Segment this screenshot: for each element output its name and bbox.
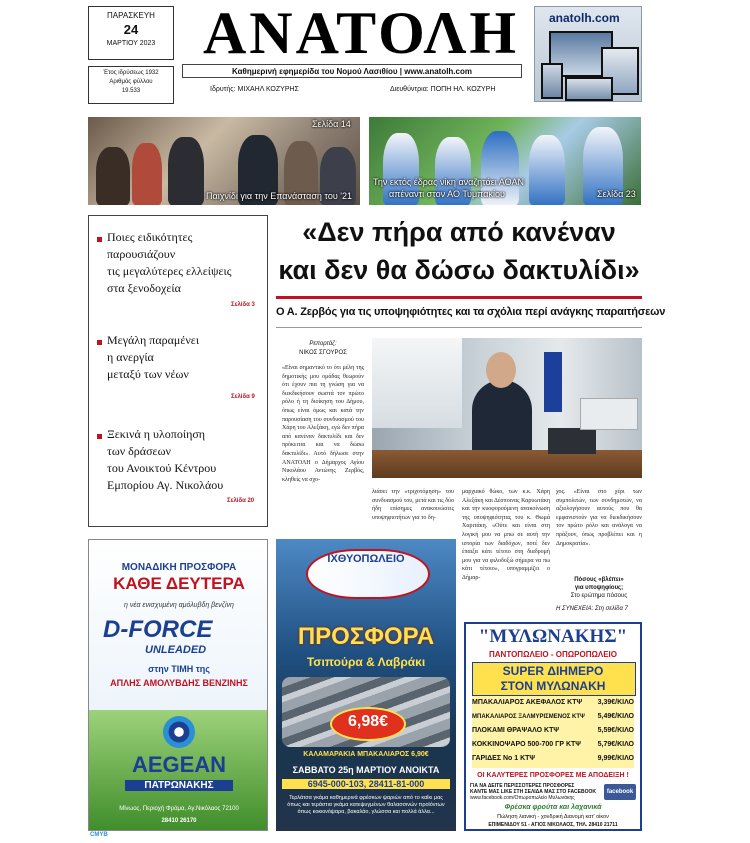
- ad-right-title: "ΜΥΛΩΝΑΚΗΣ": [478, 626, 628, 647]
- price-row-2-price: 5,49€/ΚΙΛΟ: [597, 713, 634, 720]
- ad-right-fresh: Φρέσκα φρούτα και λαχανικά: [504, 804, 602, 811]
- ad-right-sub: ΠΑΝΤΟΠΩΛΕΙΟ - ΟΠΩΡΟΠΩΛΕΙΟ: [489, 650, 617, 659]
- sidebar-story-1-line-2[interactable]: παρουσιάζουν: [107, 247, 176, 261]
- sidebar-story-2-line-1[interactable]: Μεγάλη παραμένει: [107, 333, 200, 347]
- main-headline-line-2: και δεν θα δώσω δακτυλίδι»: [278, 255, 640, 285]
- ad-fish-shop[interactable]: [276, 539, 456, 831]
- cmyb-marker: [90, 832, 108, 838]
- laptop-graphic: [565, 77, 613, 101]
- ad-left-address: Μίνωος, Περιοχή Φράμα, Αγ.Νικόλαος 72100: [119, 806, 239, 812]
- sidebar-story-1-line-4[interactable]: στα ξενοδοχεία: [107, 281, 181, 295]
- cmyb-text: CMYB: [90, 832, 108, 838]
- price-row-2: [472, 713, 634, 726]
- photo-right-page: Σελίδα 23: [597, 189, 636, 199]
- main-headline[interactable]: [276, 213, 642, 293]
- subhead-divider: [276, 327, 642, 328]
- side-question-line-2: για υποψηφίους;: [574, 585, 624, 591]
- ad-mid-price: 6,98€: [347, 713, 389, 730]
- price-row-1-price: 3,39€/ΚΙΛΟ: [597, 699, 634, 706]
- continued-link[interactable]: Η ΣΥΝΕΧΕΙΑ: Στη σελίδα 7: [556, 606, 628, 612]
- ad-right-address: ΕΠΙΜΕΝΙΔΟΥ 51 - ΑΓΙΟΣ ΝΙΚΟΛΑΟΣ, ΤΗΛ. 28410 21711: [488, 822, 618, 828]
- price-row-3: [472, 727, 634, 740]
- issue-label: Αριθμός φύλλου: [109, 79, 153, 85]
- sidebar-story-1-line-1[interactable]: Ποιες ειδικότητες: [107, 230, 193, 244]
- sidebar-story-3-line-2[interactable]: των δράσεων: [107, 444, 171, 458]
- ad-right-slogan: ΟΙ ΚΑΛΥΤΕΡΕΣ ΠΡΟΣΦΟΡΕΣ ΜΕ ΑΠΟΔΕΙΞΗ !: [477, 772, 629, 779]
- article-column-4: χος. «Είναι στο χέρι των συμπολιτών, των συνδημοτών, να αξιολογήσουν αυτούς που θα εμφανιστούν για να διεκδικήσουν τον πρώτο ρόλο και ανάλογα να πράξουν, όπως προβλέπει και η Δημοκρατία».: [556, 489, 642, 547]
- photo-left-page: Σελίδα 14: [312, 119, 351, 129]
- article-subhead: Ο Α. Ζερβός για τις υποψηφιότητες και τα σχόλια περί ανάγκης παραιτήσεων: [276, 306, 666, 318]
- ad-right-delivery: Πώληση λιανική - χονδρική Διανομή κατ' οίκον: [497, 814, 609, 820]
- weekday: ΠΑΡΑΣΚΕΥΗ: [107, 11, 155, 20]
- ad-mid-saturday: ΣΑΒΒΑΤΟ 25η ΜΑΡΤΙΟΥ ΑΝΟΙΚΤΑ: [292, 765, 440, 775]
- main-headline-line-1: «Δεν πήρα από κανέναν: [302, 217, 616, 247]
- photo-flag: [544, 352, 562, 412]
- price-row-2-name: ΜΠΑΚΑΛΙΑΡΟΣ ΞΑΛΜΥΡΙΣΜΕΝΟΣ ΚΤΨ: [472, 714, 585, 720]
- photo-left-caption: Παιχνίδι για την Επανάσταση του '21: [206, 191, 353, 201]
- day-number: 24: [123, 22, 139, 37]
- ad-right-banner-2: ΣΤΟΝ ΜΥΛΩΝΑΚΗ: [500, 679, 606, 693]
- bullet-icon: [97, 434, 102, 439]
- price-row-4-name: ΚΟΚΚΙΝΟΨΑΡΟ 500-700 ΓΡ ΚΤΨ: [472, 741, 581, 748]
- sidebar-story-2-line-2[interactable]: η ανεργία: [107, 350, 154, 364]
- month-year: ΜΑΡΤΙΟΥ 2023: [106, 40, 156, 47]
- price-row-4: [472, 741, 634, 754]
- price-row-4-price: 5,79€/ΚΙΛΟ: [597, 741, 634, 748]
- photo-person-head: [486, 352, 516, 388]
- newspaper-subtitle: Καθημερινή εφημερίδα του Νομού Λασιθίου | www.anatolh.com: [182, 64, 522, 78]
- price-row-3-name: ΠΛΟΚΑΜΙ ΘΡΑΨΑΛΟ ΚΤΨ: [472, 727, 560, 734]
- sidebar-story-2-line-3[interactable]: μεταξύ των νέων: [107, 367, 189, 381]
- sidebar-box: [88, 215, 268, 527]
- photo-person-body: [472, 380, 532, 460]
- price-row-1: [472, 699, 634, 712]
- ad-left-logo: AEGEAN: [131, 752, 227, 777]
- photo-right-caption-1: Την εκτός έδρας νίκη αναζητάει ΑΟΑΝ: [373, 177, 524, 187]
- article-column-3: μαρχιακό θώκο, των κ.κ. Χάρη Αλεξάκη και Δέσποινας Καρυωτάκη και την κυοφορούμενη ανακοίνωση της υποψηφιότητας του κ. Θωμά Χαριτάκη. «Ούτε και είναι στη λογική μου να μπω σε αυτή την ιστορία των διαδόχων, ποτέ δεν έπαιξα κάτι τέτοιο στη διαδρομή μου για να φιλοδοξώ σήμερα να πω κάτι τέτοιο», υπογραμμίζει ο Δήμαρ-: [462, 489, 550, 581]
- issue-number: 19.533: [121, 88, 141, 94]
- ad-mid-promo-line: ΚΑΛΑΜΑΡΑΚΙΑ ΜΠΑΚΑΛΙΑΡΟΣ 6,90€: [303, 751, 429, 758]
- ad-mid-phones: 6945-000-103, 28411-81-000: [282, 779, 450, 789]
- photo-figure: [529, 135, 565, 205]
- photo-figure: [132, 143, 162, 205]
- price-row-3-price: 5,59€/ΚΙΛΟ: [597, 727, 634, 734]
- founded-year: Έτος ιδρύσεως 1932: [103, 70, 159, 76]
- sidebar-story-3-line-4[interactable]: Εμπορίου Αγ. Νικολάου: [107, 478, 224, 492]
- ad-left-line-4: στην ΤΙΜΗ της: [148, 664, 210, 674]
- phone-graphic: [541, 63, 563, 99]
- ad-left-line-2: ΚΑΘΕ ΔΕΥΤΕΡΑ: [113, 574, 245, 593]
- side-question-line-3: Στο ερώτημα πόσους: [570, 593, 628, 599]
- ad-mid-fine-print: Τερλάτσα γκάμα καθημερινά φρέσκων ψαριών από το καΐκι μας όπως και τεράστια γκάμα κατεψυγμένων θαλασσινών προϊόντων όπως κοκκινόψαρα, βακαλάο, γλώσσα και πολλά άλλα...: [287, 795, 445, 815]
- photo-revolution-game[interactable]: [88, 117, 360, 205]
- ad-mid-shop: ΙΧΘΥΟΠΩΛΕΙΟ: [327, 553, 405, 565]
- ad-right-fb-url[interactable]: www.facebook.com/Οπωροπωλείο Μυλωνάκης: [470, 795, 575, 801]
- ad-mylonakis-grocery[interactable]: [464, 622, 642, 831]
- ad-right-banner-1: SUPER ΔΙΗΜΕΡΟ: [502, 664, 604, 678]
- price-row-5: [472, 755, 634, 768]
- side-question-line-1: Πόσους «βλέπει»: [574, 577, 624, 583]
- bullet-icon: [97, 340, 102, 345]
- ad-left-phone: 28410 26170: [161, 818, 197, 824]
- ad-left-line-3: η νέα ενισχυμένη αμόλυβδη βενζίνη: [124, 602, 234, 609]
- ad-right-fb-note-1: ΓΙΑ ΝΑ ΔΕΙΤΕ ΠΕΡΙΣΣΟΤΕΡΕΣ ΠΡΟΣΦΟΡΕΣ: [470, 783, 575, 789]
- director-line: Διευθύντρια: ΠΟΠΗ ΗΛ. ΚΟΖΥΡΗ: [390, 86, 496, 93]
- reporter-credit: [282, 340, 364, 358]
- ad-mid-fish: Τσιπούρα & Λαβράκι: [306, 655, 426, 669]
- reporter-label: Ρεπορτάζ:: [309, 341, 337, 347]
- ad-aegean-fuel[interactable]: [88, 539, 268, 831]
- photo-football-team[interactable]: [369, 117, 641, 205]
- photo-laptop: [548, 428, 596, 454]
- article-column-2: λιάσει την «τριχοτόμηση» του συνδυασμού του, μετά και τις δύο ήδη επίσημες ανακοινώσεις υποψηφιοτήτων για το δη-: [372, 489, 454, 521]
- photo-window: [372, 338, 462, 428]
- mayor-photo[interactable]: [372, 338, 642, 478]
- sidebar-story-3-page: Σελίδα 20: [227, 498, 255, 504]
- website-promo[interactable]: [534, 6, 642, 102]
- photo-figure: [96, 147, 130, 205]
- sidebar-story-2-page: Σελίδα 9: [231, 394, 255, 400]
- reporter-name: ΝΙΚΟΣ ΣΓΟΥΡΟΣ: [299, 350, 347, 356]
- ad-left-line-1: ΜΟΝΑΔΙΚΗ ΠΡΟΣΦΟΡΑ: [121, 562, 237, 573]
- ad-mid-offer: ΠΡΟΣΦΟΡΑ: [297, 623, 435, 650]
- ad-left-owner: ΠΑΤΡΩΝΑΚΗΣ: [125, 780, 233, 791]
- photo-right-caption-2: απέναντι στον ΑΟ Τυμπακίου: [389, 189, 505, 199]
- date-box: [88, 6, 174, 60]
- bullet-icon: [97, 237, 102, 242]
- ad-left-brand: D-FORCE: [103, 616, 213, 643]
- price-row-5-name: ΓΑΡΙΔΕΣ No 1 ΚΤΨ: [472, 755, 536, 762]
- ad-right-fb-note-2: ΚΑΝΤΕ ΜΑΣ LIKE ΣΤΗ ΣΕΛΙΔΑ ΜΑΣ ΣΤΟ FACEBOOK: [470, 789, 597, 795]
- side-question: [556, 576, 642, 600]
- facebook-icon[interactable]: facebook: [604, 784, 636, 800]
- aegean-logo-icon: [163, 716, 195, 748]
- article-column-1: «Είναι σημαντικό το ότι μέλη της δημοτικής μου ομάδας θεωρούν ότι έχουν πια τη γνώση για να διεκδικήσουν σωστά τον πρώτο ρόλο ή τη διοίκηση του Δήμου, όπως είναι όμως και κατά την παρουσίαση του συνδυασμού του Χάρη του Αλεξάκη, εγώ δεν πήρα από κανέναν δακτυλίδι και δεν πρόκειται και να δώσω δακτυλίδι». Αυτό δήλωσε στην ΑΝΑΤΟΛΗ ο Δήμαρχος Αγίου Νικολάου Αντώνης Ζερβός, κληθείς να σχο-: [282, 365, 364, 483]
- price-row-1-name: ΜΠΑΚΑΛΙΑΡΟΣ ΑΚΕΦΑΛΟΣ ΚΤΨ: [472, 699, 583, 706]
- sidebar-story-3-line-1[interactable]: Ξεκινά η υλοποίηση: [107, 427, 206, 441]
- photo-desk: [372, 450, 642, 478]
- price-row-5-price: 9,99€/ΚΙΛΟ: [597, 755, 634, 762]
- sidebar-story-3-line-3[interactable]: του Ανοικτού Κέντρου: [107, 461, 217, 475]
- newspaper-title: ΑΝΑΤΟΛΗ: [202, 0, 520, 66]
- founder-line: Ιδρυτής: ΜΙΧΑΗΛ ΚΟΖΥΡΗΣ: [210, 86, 299, 93]
- issue-info-box: [88, 66, 174, 104]
- sidebar-story-1-page: Σελίδα 3: [231, 302, 255, 308]
- sidebar-story-1-line-3[interactable]: τις μεγαλύτερες ελλείψεις: [107, 264, 232, 278]
- website-promo-url: anatolh.com: [549, 11, 620, 25]
- photo-printer: [580, 398, 638, 430]
- ad-left-line-5: ΑΠΛΗΣ ΑΜΟΛΥΒΔΗΣ ΒΕΝΖΙΝΗΣ: [110, 678, 248, 688]
- ad-left-brand-sub: UNLEADED: [145, 644, 207, 656]
- headline-divider: [276, 296, 642, 299]
- photo-figure: [168, 137, 204, 205]
